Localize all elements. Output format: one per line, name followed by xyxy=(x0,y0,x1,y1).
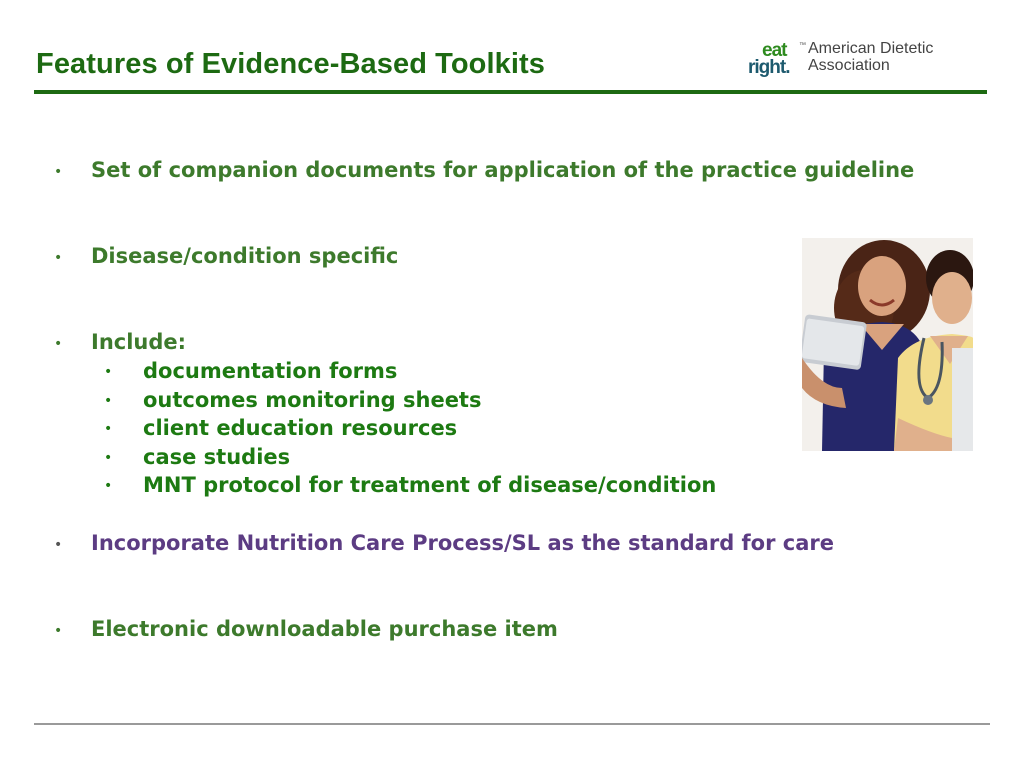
sub-bullet-text: case studies xyxy=(143,445,291,469)
footer-divider xyxy=(34,723,990,725)
nurses-illustration xyxy=(802,238,973,451)
ada-logo xyxy=(748,40,978,78)
bullet-text: Electronic downloadable purchase item xyxy=(91,617,558,641)
sub-bullet-dot: • xyxy=(104,421,113,437)
bullet-text: Include: xyxy=(91,330,187,354)
nurses-photo xyxy=(802,238,973,451)
bullet-dot: • xyxy=(54,164,63,180)
sub-bullet-text: MNT protocol for treatment of disease/condition xyxy=(143,473,717,497)
bullet-dot: • xyxy=(54,537,63,553)
eat-right-logo-mark xyxy=(748,40,804,78)
sub-bullet-text: client education resources xyxy=(143,416,458,440)
slide-title: Features of Evidence-Based Toolkits xyxy=(36,48,545,80)
bullet-dot: • xyxy=(54,250,63,266)
sub-bullet-dot: • xyxy=(104,364,113,380)
sub-bullet-dot: • xyxy=(104,450,113,466)
logo-org-line1: American Dietetic xyxy=(808,40,934,57)
title-divider xyxy=(34,90,987,94)
sub-bullet-text: outcomes monitoring sheets xyxy=(143,388,482,412)
bullet-text: Disease/condition specific xyxy=(91,244,399,268)
bullet-dot: • xyxy=(54,336,63,352)
logo-eat-text: eat xyxy=(762,40,787,61)
sub-bullet-dot: • xyxy=(104,393,113,409)
logo-org-line2: Association xyxy=(808,57,890,74)
sub-bullet-text: documentation forms xyxy=(143,359,398,383)
logo-right-text: right. xyxy=(748,57,790,78)
logo-trademark: ™ xyxy=(799,42,806,49)
bullet-text: Incorporate Nutrition Care Process/SL as the standard for care xyxy=(91,531,834,555)
logo-organization-name xyxy=(808,40,933,74)
sub-bullet-dot: • xyxy=(104,478,113,494)
bullet-dot: • xyxy=(54,623,63,639)
bullet-text: Set of companion documents for application of the practice guideline xyxy=(91,158,915,182)
